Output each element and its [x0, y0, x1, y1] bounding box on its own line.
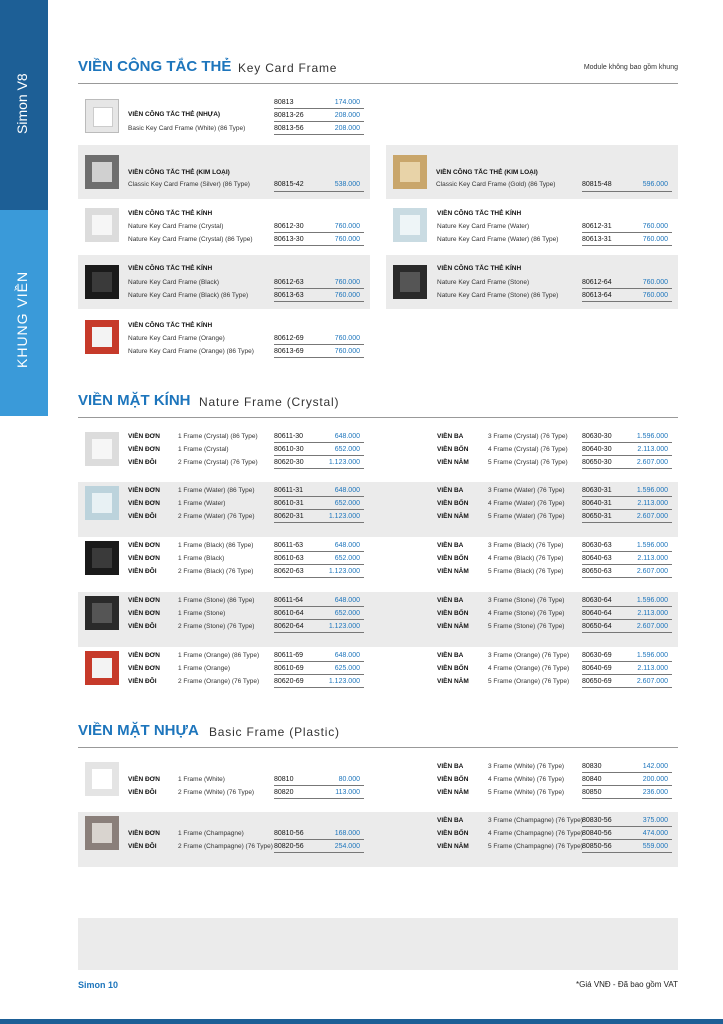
- product-keycard-black: [78, 255, 370, 309]
- product-desc: Nature Key Card Frame (Stone): [437, 279, 530, 286]
- product-code: 80630-63: [582, 542, 612, 549]
- row-divider: [582, 606, 672, 607]
- section-header-keycard: [78, 58, 678, 84]
- frame-type-label: VIỀN BỐN: [437, 776, 469, 783]
- product-code: 80613-64: [582, 292, 612, 299]
- product-code: 80650-63: [582, 568, 612, 575]
- product-price: 648.000: [334, 542, 360, 549]
- product-code: 80640-63: [582, 555, 612, 562]
- product-code: 80815-42: [274, 181, 304, 188]
- product-code: 80610-69: [274, 665, 304, 672]
- product-code: 80612-69: [274, 335, 304, 342]
- product-desc: Nature Key Card Frame (Water) (86 Type): [437, 236, 559, 243]
- product-price: 2.113.000: [637, 500, 668, 507]
- product-name: VIỀN CÔNG TẮC THẺ KÍNH: [437, 210, 522, 217]
- product-code: 80612-30: [274, 223, 304, 230]
- frame-white-icon: [85, 99, 119, 133]
- footer-bar: [0, 1019, 723, 1024]
- product-price: 375.000: [642, 817, 668, 824]
- row-divider: [274, 522, 364, 523]
- product-price: 1.123.000: [328, 678, 360, 685]
- section-header-plastic: [78, 722, 678, 748]
- product-code: 80613-69: [274, 348, 304, 355]
- product-price: 208.000: [334, 112, 360, 119]
- product-desc: Nature Key Card Frame (Stone) (86 Type): [437, 292, 559, 299]
- product-code: 80620-64: [274, 623, 304, 630]
- row-divider: [582, 577, 672, 578]
- frame-type-label: VIỀN BỐN: [437, 500, 469, 507]
- product-code: 80611-63: [274, 542, 304, 549]
- product-price: 652.000: [334, 446, 360, 453]
- product-price: 648.000: [334, 597, 360, 604]
- product-price: 208.000: [334, 125, 360, 132]
- product-price: 760.000: [334, 236, 360, 243]
- frame-type-label: VIỀN BA: [437, 433, 464, 440]
- product-price: 2.113.000: [637, 610, 668, 617]
- product-code: 80610-63: [274, 555, 304, 562]
- product-price: 760.000: [642, 292, 668, 299]
- frame-description: 3 Frame (Crystal) (76 Type): [488, 433, 568, 440]
- product-price: 538.000: [334, 181, 360, 188]
- product-code: 80813-56: [274, 125, 304, 132]
- product-code: 80611-30: [274, 433, 304, 440]
- product-price: 648.000: [334, 433, 360, 440]
- product-desc: Classic Key Card Frame (Gold) (86 Type): [436, 181, 556, 188]
- row-divider: [274, 606, 364, 607]
- frame-description: 2 Frame (Champagne) (76 Type): [178, 843, 273, 850]
- product-price: 559.000: [642, 843, 668, 850]
- row-divider: [582, 674, 672, 675]
- frame-swatch-icon: [85, 762, 119, 796]
- product-price: 80.000: [338, 776, 360, 783]
- bottom-blank-panel: [78, 918, 678, 970]
- product-price: 760.000: [642, 236, 668, 243]
- product-name: VIỀN CÔNG TẮC THẺ KÍNH: [437, 265, 522, 272]
- row-divider: [582, 687, 672, 688]
- frame-type-label: VIỀN BỐN: [437, 555, 469, 562]
- section-title: VIỀN MẶT NHỰA: [78, 722, 199, 739]
- product-desc: Nature Key Card Frame (Water): [437, 223, 530, 230]
- product-code: 80640-64: [582, 610, 612, 617]
- product-code: 80815-48: [582, 181, 612, 188]
- product-name: VIỀN CÔNG TẮC THẺ (KIM LOẠI): [128, 169, 230, 176]
- frame-description: 1 Frame (Water) (86 Type): [178, 487, 255, 494]
- frame-description: 5 Frame (Stone) (76 Type): [488, 623, 565, 630]
- product-price: 2.113.000: [637, 446, 668, 453]
- frame-type-label: VIỀN NĂM: [437, 568, 469, 575]
- product-code: 80810-56: [274, 830, 304, 837]
- section-subtitle: Nature Frame (Crystal): [199, 395, 340, 409]
- frame-description: 2 Frame (Black) (76 Type): [178, 568, 254, 575]
- frame-type-label: VIỀN ĐƠN: [128, 665, 160, 672]
- row-divider: [274, 852, 364, 853]
- row-divider: [582, 455, 672, 456]
- product-price: 142.000: [642, 763, 668, 770]
- sidebar-category-label: KHUNG VIỀN: [14, 270, 30, 368]
- frame-swatch-icon: [85, 651, 119, 685]
- product-code: 80613-63: [274, 292, 304, 299]
- frame-type-label: VIỀN ĐƠN: [128, 555, 160, 562]
- frame-type-label: VIỀN ĐÔI: [128, 789, 157, 796]
- row-divider: [274, 509, 364, 510]
- product-keycard-stone: [386, 255, 678, 309]
- row-divider: [274, 839, 364, 840]
- product-code: 80813-26: [274, 112, 304, 119]
- frame-type-label: VIỀN ĐƠN: [128, 652, 160, 659]
- frame-description: 1 Frame (Black): [178, 555, 225, 562]
- product-price: 1.123.000: [328, 623, 360, 630]
- product-code: 80620-31: [274, 513, 304, 520]
- frame-description: 4 Frame (Water) (76 Type): [488, 500, 565, 507]
- product-price: 1.123.000: [328, 513, 360, 520]
- product-price: 760.000: [642, 279, 668, 286]
- frame-description: 5 Frame (White) (76 Type): [488, 789, 565, 796]
- frame-description: 2 Frame (Water) (76 Type): [178, 513, 255, 520]
- product-code: 80640-31: [582, 500, 612, 507]
- product-keycard-silver: [78, 145, 370, 199]
- frame-type-label: VIỀN NĂM: [437, 843, 469, 850]
- product-price: 474.000: [642, 830, 668, 837]
- frame-description: 3 Frame (Black) (76 Type): [488, 542, 564, 549]
- frame-type-label: VIỀN NĂM: [437, 623, 469, 630]
- product-price: 596.000: [642, 181, 668, 188]
- product-price: 168.000: [334, 830, 360, 837]
- frame-black-icon: [85, 265, 119, 299]
- product-price: 652.000: [334, 610, 360, 617]
- frame-stone-icon: [393, 265, 427, 299]
- product-code: 80830: [582, 763, 602, 770]
- row-divider: [274, 798, 364, 799]
- product-price: 652.000: [334, 500, 360, 507]
- frame-swatch-icon: [85, 432, 119, 466]
- row-divider: [582, 468, 672, 469]
- row-divider: [274, 455, 364, 456]
- row-divider: [274, 687, 364, 688]
- product-price: 2.607.000: [636, 513, 668, 520]
- frame-type-label: VIỀN ĐÔI: [128, 459, 157, 466]
- frame-description: 3 Frame (White) (76 Type): [488, 763, 565, 770]
- row-divider: [582, 798, 672, 799]
- product-code: 80650-64: [582, 623, 612, 630]
- price-note: *Giá VNĐ - Đã bao gồm VAT: [576, 980, 678, 989]
- row-divider: [582, 551, 672, 552]
- product-price: 648.000: [334, 487, 360, 494]
- frame-silver-icon: [85, 155, 119, 189]
- product-code: 80620-69: [274, 678, 304, 685]
- frame-type-label: VIỀN BA: [437, 652, 464, 659]
- row-divider: [582, 619, 672, 620]
- frame-description: 5 Frame (Orange) (76 Type): [488, 678, 570, 685]
- product-price: 760.000: [334, 335, 360, 342]
- product-code: 80820: [274, 789, 294, 796]
- product-code: 80613-30: [274, 236, 304, 243]
- product-code: 80620-30: [274, 459, 304, 466]
- frame-type-label: VIỀN ĐƠN: [128, 610, 160, 617]
- product-price: 648.000: [334, 652, 360, 659]
- row-divider: [582, 852, 672, 853]
- frame-description: 4 Frame (White) (76 Type): [488, 776, 565, 783]
- frame-type-label: VIỀN NĂM: [437, 459, 469, 466]
- frame-type-label: VIỀN ĐƠN: [128, 433, 160, 440]
- frame-description: 3 Frame (Champagne) (76 Type): [488, 817, 583, 824]
- frame-swatch-icon: [85, 816, 119, 850]
- frame-type-label: VIỀN BA: [437, 597, 464, 604]
- row-divider: [274, 442, 364, 443]
- product-desc: Nature Key Card Frame (Crystal): [128, 223, 224, 230]
- product-price: 2.607.000: [636, 623, 668, 630]
- product-price: 1.596.000: [636, 433, 668, 440]
- product-code: 80830-56: [582, 817, 612, 824]
- frame-gold-icon: [393, 155, 427, 189]
- product-price: 760.000: [334, 292, 360, 299]
- product-code: 80612-31: [582, 223, 612, 230]
- product-code: 80613-31: [582, 236, 612, 243]
- product-price: 1.123.000: [328, 459, 360, 466]
- product-price: 254.000: [334, 843, 360, 850]
- row-divider: [582, 661, 672, 662]
- product-code: 80611-69: [274, 652, 304, 659]
- row-divider: [274, 564, 364, 565]
- row-divider: [274, 632, 364, 633]
- product-price: 1.123.000: [328, 568, 360, 575]
- product-price: 2.607.000: [636, 678, 668, 685]
- frame-description: 1 Frame (Water): [178, 500, 226, 507]
- frame-type-label: VIỀN BỐN: [437, 665, 469, 672]
- product-price: 2.607.000: [636, 568, 668, 575]
- product-code: 80650-69: [582, 678, 612, 685]
- product-code: 80610-30: [274, 446, 304, 453]
- frame-type-label: VIỀN BỐN: [437, 610, 469, 617]
- row-divider: [582, 564, 672, 565]
- frame-description: 2 Frame (Crystal) (76 Type): [178, 459, 258, 466]
- product-code: 80620-63: [274, 568, 304, 575]
- product-desc: Nature Key Card Frame (Black) (86 Type): [128, 292, 249, 299]
- frame-orange-icon: [85, 320, 119, 354]
- frame-description: 1 Frame (Crystal) (86 Type): [178, 433, 258, 440]
- product-code: 80840-56: [582, 830, 612, 837]
- product-code: 80650-31: [582, 513, 612, 520]
- section-note: Module không bao gồm khung: [583, 64, 678, 71]
- product-price: 174.000: [334, 99, 360, 106]
- product-price: 760.000: [334, 223, 360, 230]
- row-divider: [582, 839, 672, 840]
- row-divider: [582, 442, 672, 443]
- product-price: 625.000: [334, 665, 360, 672]
- frame-type-label: VIỀN NĂM: [437, 678, 469, 685]
- section-title: VIỀN MẶT KÍNH: [78, 392, 191, 409]
- product-price: 236.000: [642, 789, 668, 796]
- product-code: 80850: [582, 789, 602, 796]
- product-code: 80640-30: [582, 446, 612, 453]
- frame-description: 1 Frame (White): [178, 776, 225, 783]
- product-price: 1.596.000: [636, 652, 668, 659]
- frame-type-label: VIỀN BA: [437, 487, 464, 494]
- product-price: 1.596.000: [636, 542, 668, 549]
- frame-description: 1 Frame (Black) (86 Type): [178, 542, 254, 549]
- section-header-crystal: [78, 392, 678, 418]
- frame-type-label: VIỀN BA: [437, 542, 464, 549]
- frame-description: 1 Frame (Stone): [178, 610, 226, 617]
- product-price: 760.000: [334, 279, 360, 286]
- row-divider: [582, 496, 672, 497]
- product-name: VIỀN CÔNG TẮC THẺ (KIM LOẠI): [436, 169, 538, 176]
- product-code: 80630-30: [582, 433, 612, 440]
- product-desc: Nature Key Card Frame (Orange): [128, 335, 225, 342]
- frame-water-icon: [393, 208, 427, 242]
- product-desc: Classic Key Card Frame (Silver) (86 Type): [128, 181, 250, 188]
- product-desc: Basic Key Card Frame (White) (86 Type): [128, 125, 246, 132]
- frame-crystal-icon: [85, 208, 119, 242]
- product-code: 80813: [274, 99, 294, 106]
- frame-description: 2 Frame (Stone) (76 Type): [178, 623, 255, 630]
- product-price: 1.596.000: [636, 487, 668, 494]
- product-name: VIỀN CÔNG TẮC THẺ (NHỰA): [128, 111, 221, 118]
- product-code: 80650-30: [582, 459, 612, 466]
- product-keycard-gold: [386, 145, 678, 199]
- frame-type-label: VIỀN ĐÔI: [128, 678, 157, 685]
- row-divider: [274, 577, 364, 578]
- frame-description: 1 Frame (Orange): [178, 665, 231, 672]
- row-divider: [274, 674, 364, 675]
- frame-description: 4 Frame (Orange) (76 Type): [488, 665, 570, 672]
- frame-swatch-icon: [85, 486, 119, 520]
- frame-description: 5 Frame (Water) (76 Type): [488, 513, 565, 520]
- section-subtitle: Basic Frame (Plastic): [209, 725, 340, 739]
- frame-type-label: VIỀN ĐƠN: [128, 597, 160, 604]
- section-subtitle: Key Card Frame: [238, 61, 338, 75]
- frame-description: 1 Frame (Orange) (86 Type): [178, 652, 260, 659]
- frame-type-label: VIỀN BỐN: [437, 830, 469, 837]
- frame-type-label: VIỀN ĐƠN: [128, 500, 160, 507]
- product-code: 80840: [582, 776, 602, 783]
- frame-description: 2 Frame (Orange) (76 Type): [178, 678, 260, 685]
- frame-description: 4 Frame (Champagne) (76 Type): [488, 830, 583, 837]
- row-divider: [274, 661, 364, 662]
- product-code: 80611-31: [274, 487, 304, 494]
- row-divider: [582, 772, 672, 773]
- frame-description: 3 Frame (Water) (76 Type): [488, 487, 565, 494]
- product-code: 80850-56: [582, 843, 612, 850]
- frame-type-label: VIỀN ĐƠN: [128, 542, 160, 549]
- product-code: 80612-63: [274, 279, 304, 286]
- frame-description: 2 Frame (White) (76 Type): [178, 789, 255, 796]
- product-name: VIỀN CÔNG TẮC THẺ KÍNH: [128, 322, 213, 329]
- row-divider: [582, 785, 672, 786]
- frame-type-label: VIỀN ĐƠN: [128, 487, 160, 494]
- row-divider: [274, 496, 364, 497]
- frame-type-label: VIỀN BỐN: [437, 446, 469, 453]
- frame-type-label: VIỀN ĐÔI: [128, 843, 157, 850]
- sidebar-brand-label: Simon V8: [14, 73, 30, 134]
- row-divider: [582, 522, 672, 523]
- frame-type-label: VIỀN NĂM: [437, 513, 469, 520]
- product-price: 2.113.000: [637, 555, 668, 562]
- product-code: 80611-64: [274, 597, 304, 604]
- product-price: 760.000: [334, 348, 360, 355]
- product-code: 80612-64: [582, 279, 612, 286]
- frame-type-label: VIỀN ĐƠN: [128, 776, 160, 783]
- frame-description: 3 Frame (Orange) (76 Type): [488, 652, 570, 659]
- frame-type-label: VIỀN BA: [437, 817, 464, 824]
- product-code: 80610-64: [274, 610, 304, 617]
- frame-type-label: VIỀN ĐÔI: [128, 513, 157, 520]
- frame-description: 3 Frame (Stone) (76 Type): [488, 597, 565, 604]
- frame-description: 5 Frame (Champagne) (76 Type): [488, 843, 583, 850]
- product-desc: Nature Key Card Frame (Black): [128, 279, 220, 286]
- frame-description: 1 Frame (Champagne): [178, 830, 244, 837]
- product-price: 1.596.000: [636, 597, 668, 604]
- frame-type-label: VIỀN ĐƠN: [128, 830, 160, 837]
- frame-description: 4 Frame (Black) (76 Type): [488, 555, 564, 562]
- section-title: VIỀN CÔNG TẮC THẺ: [78, 58, 232, 75]
- product-desc: Nature Key Card Frame (Crystal) (86 Type): [128, 236, 253, 243]
- product-code: 80630-31: [582, 487, 612, 494]
- product-price: 760.000: [642, 223, 668, 230]
- frame-type-label: VIỀN ĐÔI: [128, 623, 157, 630]
- product-name: VIỀN CÔNG TẮC THẺ KÍNH: [128, 265, 213, 272]
- frame-description: 1 Frame (Stone) (86 Type): [178, 597, 255, 604]
- product-price: 2.113.000: [637, 665, 668, 672]
- product-price: 113.000: [335, 789, 360, 796]
- product-code: 80610-31: [274, 500, 304, 507]
- frame-description: 4 Frame (Crystal) (76 Type): [488, 446, 568, 453]
- frame-type-label: VIỀN ĐÔI: [128, 568, 157, 575]
- frame-type-label: VIỀN BA: [437, 763, 464, 770]
- row-divider: [582, 826, 672, 827]
- product-price: 200.000: [642, 776, 668, 783]
- page-number: Simon 10: [78, 980, 119, 990]
- frame-swatch-icon: [85, 541, 119, 575]
- product-code: 80630-64: [582, 597, 612, 604]
- product-code: 80820-56: [274, 843, 304, 850]
- frame-description: 5 Frame (Crystal) (76 Type): [488, 459, 568, 466]
- frame-description: 5 Frame (Black) (76 Type): [488, 568, 564, 575]
- row-divider: [274, 619, 364, 620]
- product-price: 652.000: [334, 555, 360, 562]
- product-name: VIỀN CÔNG TẮC THẺ KÍNH: [128, 210, 213, 217]
- product-desc: Nature Key Card Frame (Orange) (86 Type): [128, 348, 254, 355]
- frame-swatch-icon: [85, 596, 119, 630]
- product-code: 80810: [274, 776, 294, 783]
- row-divider: [582, 632, 672, 633]
- frame-description: 4 Frame (Stone) (76 Type): [488, 610, 565, 617]
- row-divider: [582, 509, 672, 510]
- product-code: 80640-69: [582, 665, 612, 672]
- row-divider: [274, 551, 364, 552]
- row-divider: [274, 468, 364, 469]
- frame-description: 1 Frame (Crystal): [178, 446, 229, 453]
- product-code: 80630-69: [582, 652, 612, 659]
- frame-type-label: VIỀN ĐƠN: [128, 446, 160, 453]
- frame-type-label: VIỀN NĂM: [437, 789, 469, 796]
- product-price: 2.607.000: [636, 459, 668, 466]
- row-divider: [274, 785, 364, 786]
